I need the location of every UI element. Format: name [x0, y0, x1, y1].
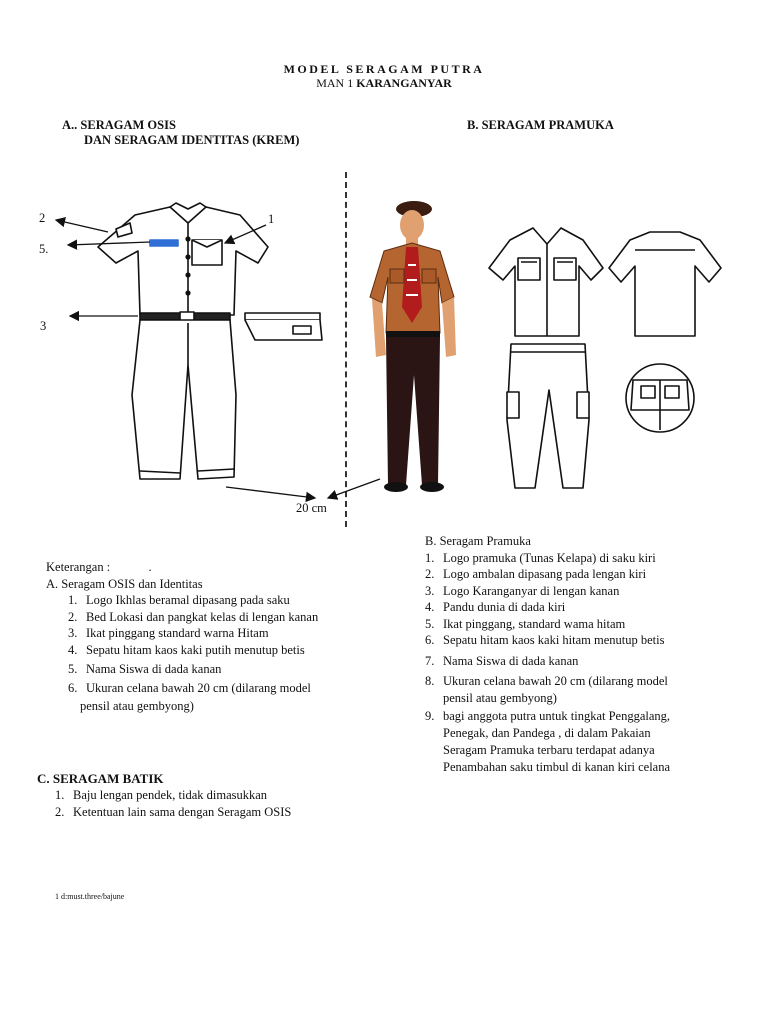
list-item: 3. Ikat pinggang standard warna Hitam: [68, 626, 269, 640]
list-item: 1. Logo Ikhlas beramal dipasang pada saku: [68, 593, 290, 607]
page-title: MODEL SERAGAM PUTRA: [283, 62, 485, 76]
section-a-heading-line2: DAN SERAGAM IDENTITAS (KREM): [84, 133, 300, 147]
osis-uniform-illustration: [40, 195, 340, 505]
notes-a-list: [46, 592, 318, 715]
scout-uniform-flats-illustration: [485, 220, 730, 500]
list-item: 8. Ukuran celana bawah 20 cm (dilarang model: [425, 674, 668, 688]
section-a-heading-line1: A.. SERAGAM OSIS: [62, 118, 176, 132]
callout-3: 3: [40, 319, 47, 333]
notes-a-heading: A. Seragam OSIS dan Identitas: [46, 576, 203, 591]
callout-2: 2: [39, 211, 46, 225]
notes-b: [425, 533, 670, 776]
section-c-list: [55, 787, 291, 820]
list-item: 6. Ukuran celana bawah 20 cm (dilarang model: [68, 680, 311, 695]
page-subtitle: [0, 76, 768, 91]
notes-b-list: [425, 550, 670, 777]
list-item: 2. Ketentuan lain sama dengan Seragam OSIS: [55, 804, 292, 819]
list-item: 4. Pandu dunia di dada kiri: [425, 600, 566, 614]
notes-b-heading: B. Seragam Pramuka: [425, 534, 531, 548]
callout-length: 20 cm: [296, 501, 327, 515]
list-item: 1. Baju lengan pendek, tidak dimasukkan: [55, 788, 268, 802]
list-item: 6. Sepatu hitam kaos kaki hitam menutup betis: [425, 633, 665, 647]
scout-figure-illustration: [362, 195, 467, 495]
subtitle-prefix: MAN 1: [316, 76, 354, 90]
list-item: 2. Bed Lokasi dan pangkat kelas di lengan kanan: [68, 609, 319, 624]
list-item: 4. Sepatu hitam kaos kaki putih menutup betis: [68, 642, 305, 657]
callout-1: 1: [268, 212, 275, 226]
list-item: 7. Nama Siswa di dada kanan: [425, 653, 579, 668]
list-item-continuation: pensil atau gembyong): [80, 699, 194, 713]
list-item: 5. Nama Siswa di dada kanan: [68, 662, 222, 676]
list-item: 3. Logo Karanganyar di lengan kanan: [425, 583, 620, 598]
list-item: 5. Ikat pinggang, standard wama hitam: [425, 616, 626, 631]
divider-line: [345, 172, 347, 527]
list-item: 1. Logo pramuka (Tunas Kelapa) di saku kiri: [425, 550, 656, 565]
list-item: 9. bagi anggota putra untuk tingkat Penggalang, Penegak, dan Pandega , di dalam Pakaian Seragam Pramuka terbaru terdapat adanya Penambahan saku timbul di kanan kiri celana: [425, 709, 671, 774]
footer-note: 1 d:must.three/bajune: [55, 892, 125, 901]
notes-a: [46, 559, 318, 715]
callout-5: 5.: [39, 242, 49, 256]
notes-dot: .: [148, 560, 152, 574]
section-b-heading: B. SERAGAM PRAMUKA: [467, 118, 614, 132]
section-a-heading: [62, 118, 299, 148]
list-item: 2. Logo ambalan dipasang pada lengan kiri: [425, 567, 647, 581]
notes-label: Keterangan :: [46, 560, 111, 574]
list-item-continuation: pensil atau gembyong): [443, 690, 557, 705]
section-c-heading: C. SERAGAM BATIK: [37, 771, 164, 786]
subtitle-school: KARANGANYAR: [356, 76, 452, 90]
